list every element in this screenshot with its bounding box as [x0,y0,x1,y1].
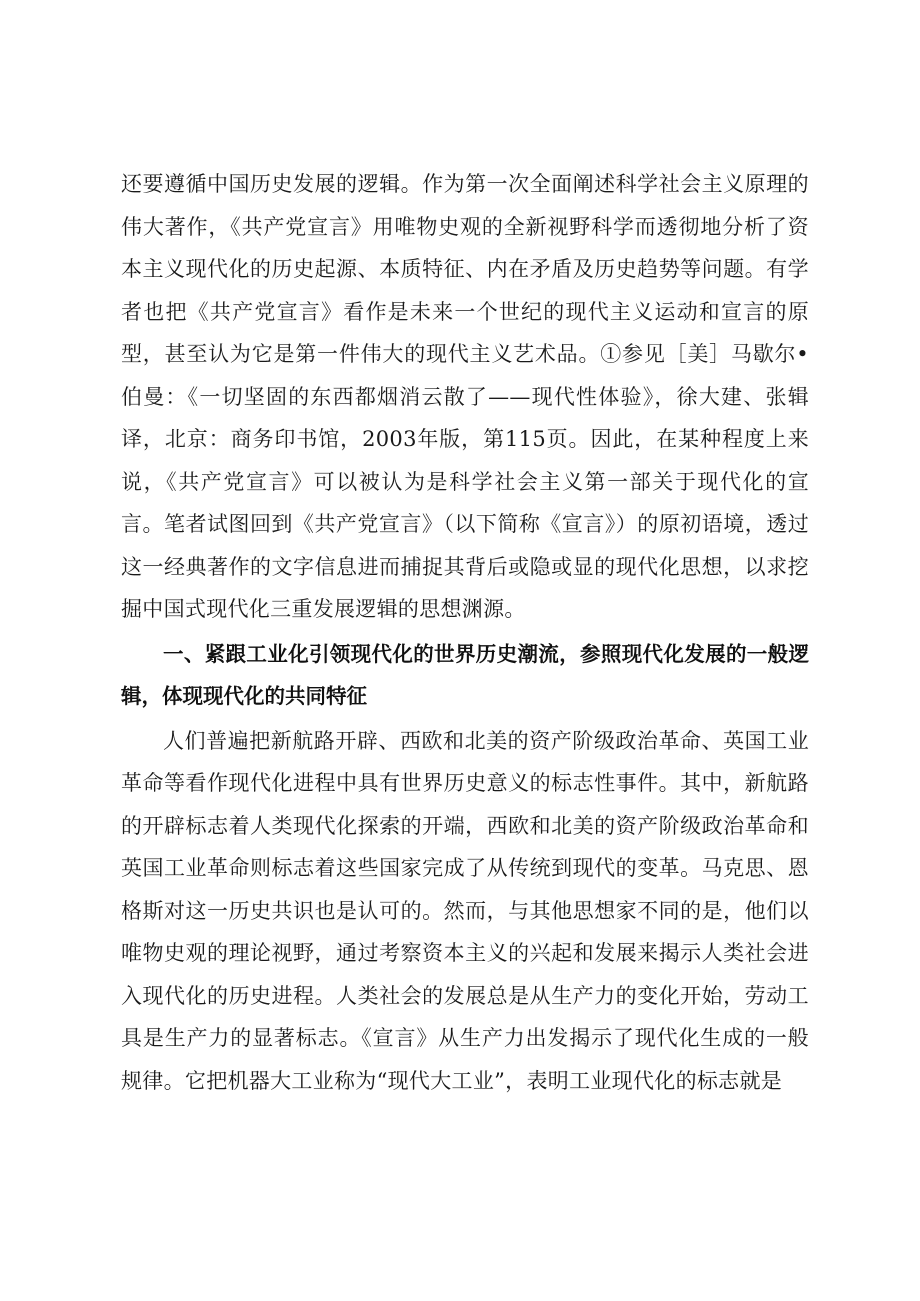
body-paragraph: 还要遵循中国历史发展的逻辑。作为第一次全面阐述科学社会主义原理的伟大著作，《共产党宣言》用唯物史观的全新视野科学而透彻地分析了资本主义现代化的历史起源、本质特征、内在矛盾及历史趋势等问题。有学者也把《共产党宣言》看作是未来一个世纪的现代主义运动和宣言的原型，甚至认为它是第一件伟大的现代主义艺术品。①参见［美］马歇尔•伯曼：《一切坚固的东西都烟消云散了——现代性体验》，徐大建、张辑译，北京：商务印书馆，2003年版，第115页。因此，在某种程度上来说，《共产党宣言》可以被认为是科学社会主义第一部关于现代化的宣言。笔者试图回到《共产党宣言》（以下简称《宣言》）的原初语境，透过这一经典著作的文字信息进而捕捉其背后或隐或显的现代化思想，以求挖掘中国式现代化三重发展逻辑的思想渊源。 [121,172,809,621]
section-heading: 一、紧跟工业化引领现代化的世界历史潮流，参照现代化发展的一般逻辑，体现现代化的共同特征 [121,641,809,708]
document-page [121,163,809,1102]
body-paragraph: 人们普遍把新航路开辟、西欧和北美的资产阶级政治革命、英国工业革命等看作现代化进程中具有世界历史意义的标志性事件。其中，新航路的开辟标志着人类现代化探索的开端，西欧和北美的资产阶级政治革命和英国工业革命则标志着这些国家完成了从传统到现代的变革。马克思、恩格斯对这一历史共识也是认可的。然而，与其他思想家不同的是，他们以唯物史观的理论视野，通过考察资本主义的兴起和发展来揭示人类社会进入现代化的历史进程。人类社会的发展总是从生产力的变化开始，劳动工具是生产力的显著标志。《宣言》从生产力出发揭示了现代化生成的一般规律。它把机器大工业称为“现代大工业”，表明工业现代化的标志就是 [121,728,809,1093]
